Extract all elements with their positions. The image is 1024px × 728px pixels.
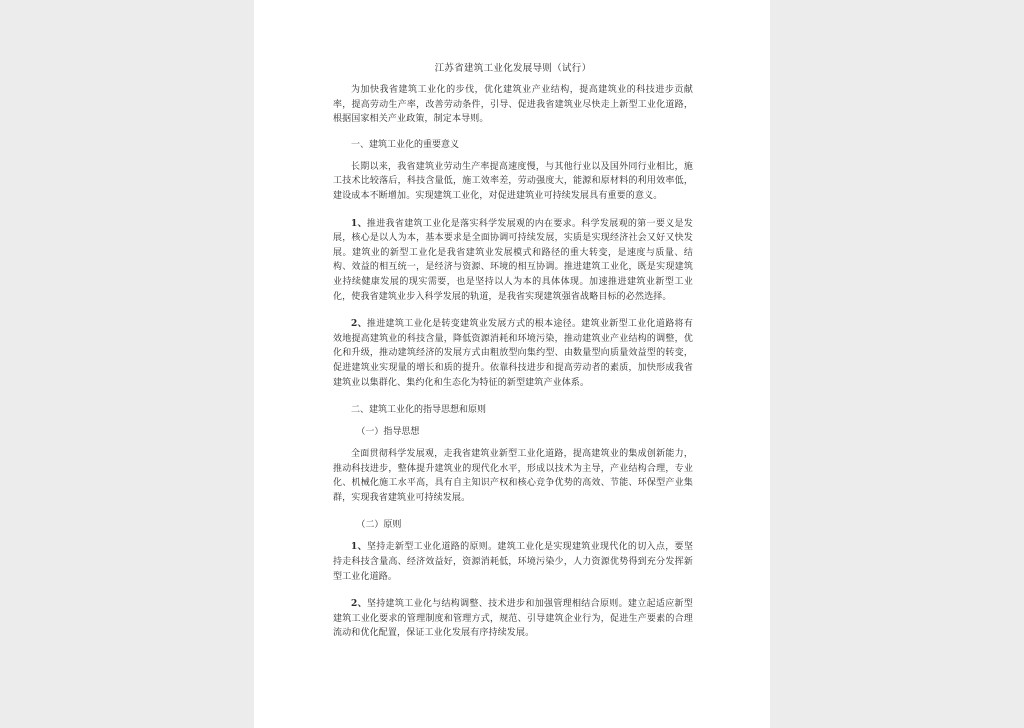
guiding-thought-heading: （一）指导思想: [356, 427, 420, 438]
item-number: 2、: [351, 319, 367, 330]
principle-1: [333, 540, 693, 584]
item-number: 1、: [351, 542, 367, 553]
intro-paragraph: 为加快我省建筑工业化的步伐，优化建筑业产业结构，提高建筑业的科技进步贡献率，提高劳动生产率，改善劳动条件，引导、促进我省建筑业尽快走上新型工业化道路，根据国家相关产业政策，制定本导则。: [333, 85, 693, 125]
document-page: [254, 0, 770, 728]
item-number: 2、: [351, 599, 367, 610]
item-text: 推进建筑工业化是转变建筑业发展方式的根本途径。建筑业新型工业化道路将有效地提高建筑业的科技含量，降低资源消耗和环境污染，推动建筑业产业结构的调整，优化和升级，推动建筑经济的发展方式由粗放型向集约型、由数量型向质量效益型的转变，促进建筑业实现量的增长和质的提升。依靠科技进步和提高劳动者的素质，加快形成我省建筑业以集群化、集约化和生态化为特征的新型建筑产业体系。: [333, 319, 693, 388]
section1-item1: [333, 217, 693, 305]
section1-item2: [333, 317, 693, 390]
guiding-thought-paragraph: 全面贯彻科学发展观，走我省建筑业新型工业化道路，提高建筑业的集成创新能力，推动科技进步，整体提升建筑业的现代化水平，形成以技术为主导，产业结构合理，专业化、机械化施工水平高，具有自主知识产权和核心竞争优势的高效、节能、环保型产业集群，实现我省建筑业可持续发展。: [333, 449, 693, 503]
section2-heading: 二、建筑工业化的指导思想和原则: [351, 405, 487, 416]
principle-2: [333, 597, 693, 641]
item-text: 推进我省建筑工业化是落实科学发展观的内在要求。科学发展观的第一要义是发展，核心是以人为本，基本要求是全面协调可持续发展，实质是实现经济社会又好又快发展。建筑业的新型工业化是我省建筑业发展模式和路径的重大转变，是速度与质量、结构、效益的相互统一，是经济与资源、环境的相互协调。推进建筑工业化，既是实现建筑业持续健康发展的现实需要，也是坚持以人为本的具体体现。加速推进建筑业新型工业化，使我省建筑业步入科学发展的轨道，是我省实现建筑强省战略目标的必然选择。: [333, 218, 693, 302]
principles-heading: （二）原则: [356, 520, 402, 531]
section1-heading: 一、建筑工业化的重要意义: [351, 139, 460, 150]
item-text: 坚持建筑工业化与结构调整、技术进步和加强管理相结合原则。建立起适应新型建筑工业化要求的管理制度和管理方式，规范、引导建筑企业行为，促进生产要素的合理流动和优化配置，保证工业化发展有序持续发展。: [333, 599, 693, 639]
item-number: 1、: [351, 218, 367, 229]
item-text: 坚持走新型工业化道路的原则。建筑工业化是实现建筑业现代化的切入点，要坚持走科技含量高、经济效益好，资源消耗低，环境污染少，人力资源优势得到充分发挥新型工业化道路。: [333, 542, 693, 582]
document-title: 江苏省建筑工业化发展导则（试行）: [434, 63, 592, 74]
section1-paragraph: 长期以来，我省建筑业劳动生产率提高速度慢，与其他行业以及国外同行业相比，施工技术比较落后，科技含量低，施工效率差，劳动强度大，能源和原材料的利用效率低，建设成本不断增加。实现建筑工业化，对促进建筑业可持续发展具有重要的意义。: [333, 161, 693, 201]
